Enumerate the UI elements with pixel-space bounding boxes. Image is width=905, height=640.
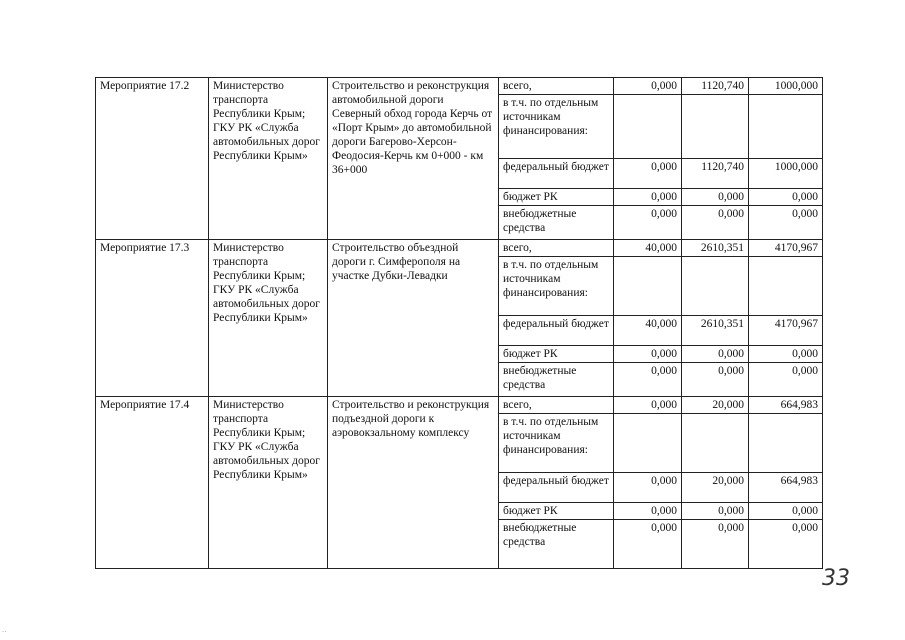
amount-cell-year-3: 4170,967 bbox=[749, 316, 823, 346]
amount-cell-year-1: 0,000 bbox=[614, 206, 682, 240]
amount-cell-year-2 bbox=[682, 257, 749, 316]
funding-source-label: федеральный бюджет bbox=[499, 159, 614, 189]
amount-cell-year-2 bbox=[682, 95, 749, 159]
funding-source-label: внебюджетные средства bbox=[499, 363, 614, 397]
amount-cell-year-1: 0,000 bbox=[614, 189, 682, 206]
amount-cell-year-3: 0,000 bbox=[749, 503, 823, 520]
amount-cell-year-3: 4170,967 bbox=[749, 240, 823, 257]
executor-cell: Министерство транспорта Республики Крым; ГКУ РК «Служба автомобильных дорог Республики Крым» bbox=[209, 78, 328, 240]
amount-cell-year-2: 0,000 bbox=[682, 520, 749, 569]
amount-cell-year-3: 664,983 bbox=[749, 397, 823, 414]
funding-source-label: в т.ч. по отдельным источникам финансирования: bbox=[499, 414, 614, 473]
amount-cell-year-1: 40,000 bbox=[614, 316, 682, 346]
amount-cell-year-2: 0,000 bbox=[682, 363, 749, 397]
amount-cell-year-2: 1120,740 bbox=[682, 159, 749, 189]
amount-cell-year-3: 0,000 bbox=[749, 206, 823, 240]
amount-cell-year-1: 0,000 bbox=[614, 78, 682, 95]
event-cell: Мероприятие 17.4 bbox=[96, 397, 209, 569]
amount-cell-year-1 bbox=[614, 95, 682, 159]
description-cell: Строительство и реконструкция автомобильной дороги Северный обход города Керчь от «Порт Крым» до автомобильной дороги Багерово-Херсон-Феодосия-Керчь км 0+000 - км 36+000 bbox=[328, 78, 499, 240]
description-cell: Строительство и реконструкция подъездной дороги к аэровокзальному комплексу bbox=[328, 397, 499, 569]
amount-cell-year-3: 0,000 bbox=[749, 520, 823, 569]
funding-source-label: всего, bbox=[499, 397, 614, 414]
amount-cell-year-2: 1120,740 bbox=[682, 78, 749, 95]
page-number: 33 bbox=[822, 566, 850, 591]
amount-cell-year-2: 0,000 bbox=[682, 206, 749, 240]
event-cell: Мероприятие 17.2 bbox=[96, 78, 209, 240]
amount-cell-year-2: 2610,351 bbox=[682, 316, 749, 346]
event-cell: Мероприятие 17.3 bbox=[96, 240, 209, 397]
funding-table bbox=[95, 77, 823, 569]
amount-cell-year-2: 2610,351 bbox=[682, 240, 749, 257]
amount-cell-year-3: 664,983 bbox=[749, 473, 823, 503]
amount-cell-year-2: 20,000 bbox=[682, 473, 749, 503]
funding-source-label: в т.ч. по отдельным источникам финансирования: bbox=[499, 257, 614, 316]
amount-cell-year-1 bbox=[614, 257, 682, 316]
funding-source-label: внебюджетные средства bbox=[499, 206, 614, 240]
amount-cell-year-3 bbox=[749, 95, 823, 159]
funding-source-label: федеральный бюджет bbox=[499, 473, 614, 503]
table-row bbox=[96, 240, 823, 257]
amount-cell-year-3: 0,000 bbox=[749, 363, 823, 397]
scan-mark: ·· bbox=[2, 628, 7, 636]
amount-cell-year-1: 0,000 bbox=[614, 473, 682, 503]
funding-source-label: бюджет РК bbox=[499, 189, 614, 206]
amount-cell-year-1: 0,000 bbox=[614, 363, 682, 397]
funding-source-label: всего, bbox=[499, 78, 614, 95]
amount-cell-year-2: 0,000 bbox=[682, 189, 749, 206]
table-row bbox=[96, 397, 823, 414]
funding-source-label: бюджет РК bbox=[499, 503, 614, 520]
amount-cell-year-2: 20,000 bbox=[682, 397, 749, 414]
amount-cell-year-1: 0,000 bbox=[614, 159, 682, 189]
amount-cell-year-2: 0,000 bbox=[682, 503, 749, 520]
funding-source-label: бюджет РК bbox=[499, 346, 614, 363]
amount-cell-year-3 bbox=[749, 414, 823, 473]
amount-cell-year-1: 0,000 bbox=[614, 503, 682, 520]
executor-cell: Министерство транспорта Республики Крым; ГКУ РК «Служба автомобильных дорог Республики Крым» bbox=[209, 397, 328, 569]
funding-source-label: федеральный бюджет bbox=[499, 316, 614, 346]
table-row bbox=[96, 78, 823, 95]
amount-cell-year-3: 0,000 bbox=[749, 346, 823, 363]
amount-cell-year-3: 1000,000 bbox=[749, 78, 823, 95]
executor-cell: Министерство транспорта Республики Крым; ГКУ РК «Служба автомобильных дорог Республики Крым» bbox=[209, 240, 328, 397]
amount-cell-year-2 bbox=[682, 414, 749, 473]
amount-cell-year-1: 0,000 bbox=[614, 397, 682, 414]
amount-cell-year-3: 0,000 bbox=[749, 189, 823, 206]
funding-source-label: в т.ч. по отдельным источникам финансирования: bbox=[499, 95, 614, 159]
funding-source-label: всего, bbox=[499, 240, 614, 257]
amount-cell-year-2: 0,000 bbox=[682, 346, 749, 363]
amount-cell-year-1: 0,000 bbox=[614, 520, 682, 569]
amount-cell-year-1: 40,000 bbox=[614, 240, 682, 257]
description-cell: Строительство объездной дороги г. Симферополя на участке Дубки-Левадки bbox=[328, 240, 499, 397]
funding-source-label: внебюджетные средства bbox=[499, 520, 614, 569]
amount-cell-year-1: 0,000 bbox=[614, 346, 682, 363]
amount-cell-year-3 bbox=[749, 257, 823, 316]
amount-cell-year-1 bbox=[614, 414, 682, 473]
amount-cell-year-3: 1000,000 bbox=[749, 159, 823, 189]
